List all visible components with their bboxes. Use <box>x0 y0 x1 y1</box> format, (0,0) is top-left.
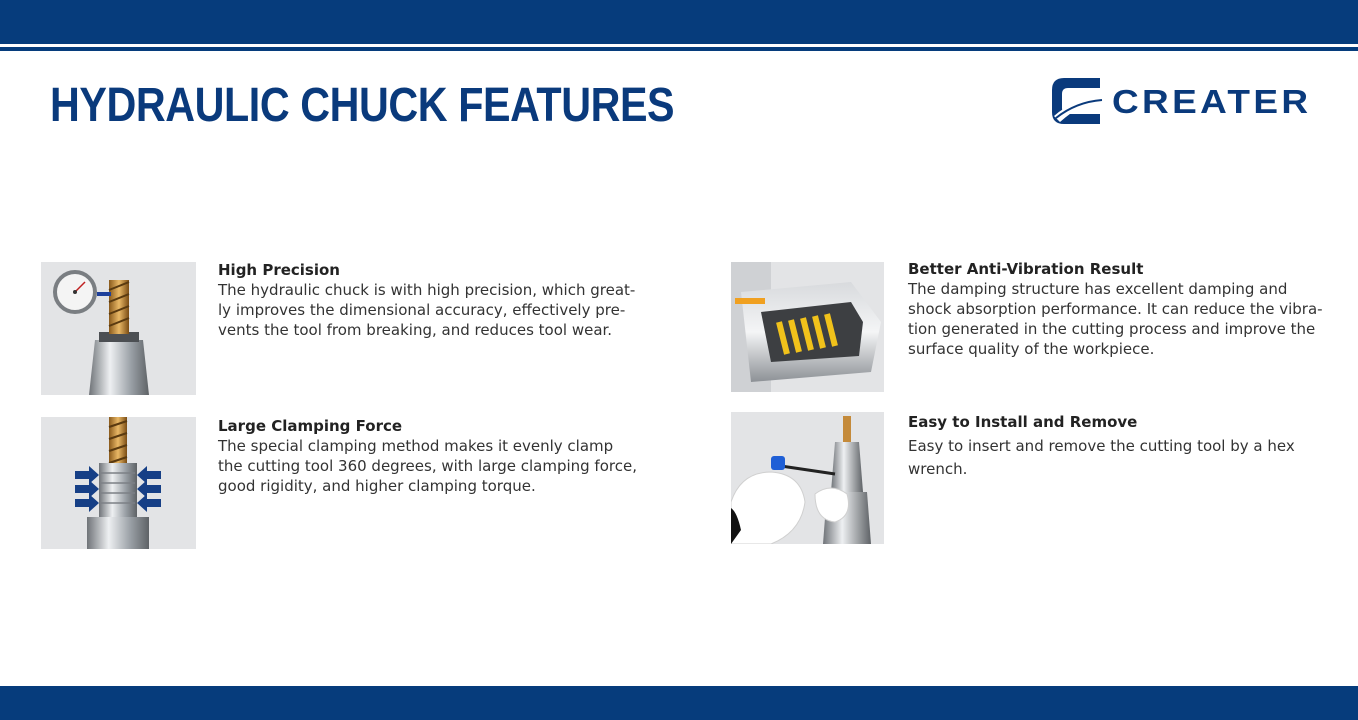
creater-logo <box>1050 76 1322 126</box>
feature-text-line: ly improves the dimensional accuracy, effectively pre- <box>218 301 626 319</box>
feature-text-line: shock absorption performance. It can reduce the vibra- <box>908 300 1323 318</box>
feature-text-line: wrench. <box>908 460 968 478</box>
feature-high-precision <box>218 260 638 340</box>
page-title: HYDRAULIC CHUCK FEATURES <box>50 79 675 132</box>
feature-text-line: The hydraulic chuck is with high precision, which great- <box>218 281 636 299</box>
top-banner-line <box>0 47 1358 51</box>
large-clamping-force-image <box>41 417 196 549</box>
feature-text-line: Easy to insert and remove the cutting tool by a hex <box>908 437 1295 455</box>
feature-anti-vibration <box>908 259 1328 359</box>
top-banner-bar <box>0 0 1358 44</box>
feature-text-line: tion generated in the cutting process and improve the <box>908 320 1316 338</box>
feature-large-clamping-force <box>218 416 638 496</box>
bottom-banner-bar <box>0 686 1358 720</box>
feature-text-line: The damping structure has excellent damping and <box>908 280 1288 298</box>
feature-title: Better Anti-Vibration Result <box>908 260 1144 278</box>
feature-install-remove <box>908 412 1328 481</box>
install-remove-image <box>731 412 884 544</box>
feature-title: High Precision <box>218 261 340 279</box>
logo-text: CREATER <box>1112 83 1312 120</box>
feature-title: Large Clamping Force <box>218 417 403 435</box>
high-precision-image <box>41 262 196 395</box>
feature-text-line: the cutting tool 360 degrees, with large clamping force, <box>218 457 637 475</box>
logo-mark-icon <box>1050 76 1106 126</box>
feature-text-line: vents the tool from breaking, and reduces tool wear. <box>218 321 613 339</box>
feature-text-line: good rigidity, and higher clamping torque. <box>218 477 536 495</box>
feature-text-line: surface quality of the workpiece. <box>908 340 1155 358</box>
anti-vibration-image <box>731 262 884 392</box>
feature-title: Easy to Install and Remove <box>908 413 1138 431</box>
feature-text-line: The special clamping method makes it evenly clamp <box>218 437 614 455</box>
